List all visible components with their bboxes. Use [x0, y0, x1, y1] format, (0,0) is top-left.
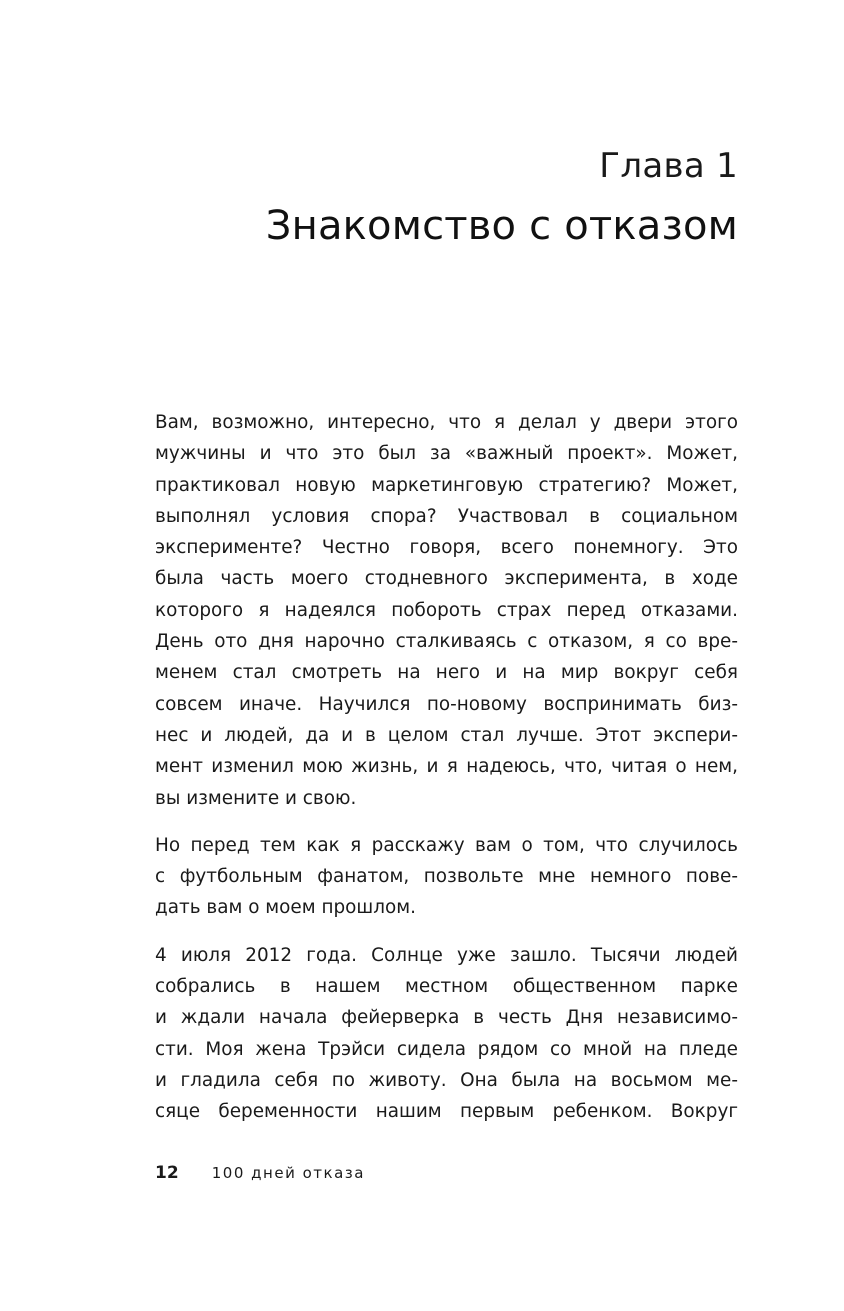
text-line: мент изменил мою жизнь, и я надеюсь, что, читая о нем,	[155, 756, 738, 778]
text-line: сти. Моя жена Трэйси сидела рядом со мной на пледе	[155, 1038, 738, 1060]
page-footer	[155, 1163, 365, 1183]
text-line: выполнял условия спора? Участвовал в социальном	[155, 505, 738, 527]
text-line: практиковал новую маркетинговую стратегию? Может,	[155, 474, 738, 496]
text-line: нес и людей, да и в целом стал лучше. Этот экспери-	[155, 724, 738, 746]
text-line: дать вам о моем прошлом.	[155, 897, 416, 919]
body-text	[155, 407, 738, 1144]
chapter-title: Знакомство с отказом	[265, 203, 738, 249]
text-line: вы измените и свою.	[155, 787, 357, 809]
text-line: Но перед тем как я расскажу вам о том, что случилось	[155, 834, 738, 856]
paragraph	[155, 830, 738, 924]
text-line: собрались в нашем местном общественном парке	[155, 976, 738, 998]
chapter-header	[266, 140, 738, 256]
paragraph	[155, 940, 738, 1128]
text-line: и ждали начала фейерверка в честь Дня независимо-	[155, 1007, 738, 1029]
text-line: и гладила себя по животу. Она была на восьмом ме-	[155, 1069, 738, 1091]
text-line: которого я надеялся побороть страх перед отказами.	[155, 599, 738, 621]
text-line: мужчины и что это был за «важный проект». Может,	[155, 443, 738, 465]
text-line: День ото дня нарочно сталкиваясь с отказом, я со вре-	[155, 631, 738, 653]
text-line: совсем иначе. Научился по-новому воспринимать биз-	[155, 693, 738, 715]
chapter-number: Глава 1	[599, 146, 738, 186]
page-number: 12	[155, 1163, 179, 1183]
text-line: менем стал смотреть на него и на мир вокруг себя	[155, 662, 738, 684]
text-line: с футбольным фанатом, позвольте мне немного пове-	[155, 866, 738, 888]
text-line: Вам, возможно, интересно, что я делал у двери этого	[155, 412, 738, 433]
text-line: была часть моего стодневного эксперимента, в ходе	[155, 568, 738, 590]
text-line: 4 июля 2012 года. Солнце уже зашло. Тысячи людей	[155, 944, 738, 966]
text-line: сяце беременности нашим первым ребенком. Вокруг	[155, 1101, 738, 1123]
paragraph	[155, 407, 738, 814]
running-title: 100 дней отказа	[211, 1164, 365, 1182]
text-line: эксперименте? Честно говоря, всего понемногу. Это	[155, 537, 738, 559]
